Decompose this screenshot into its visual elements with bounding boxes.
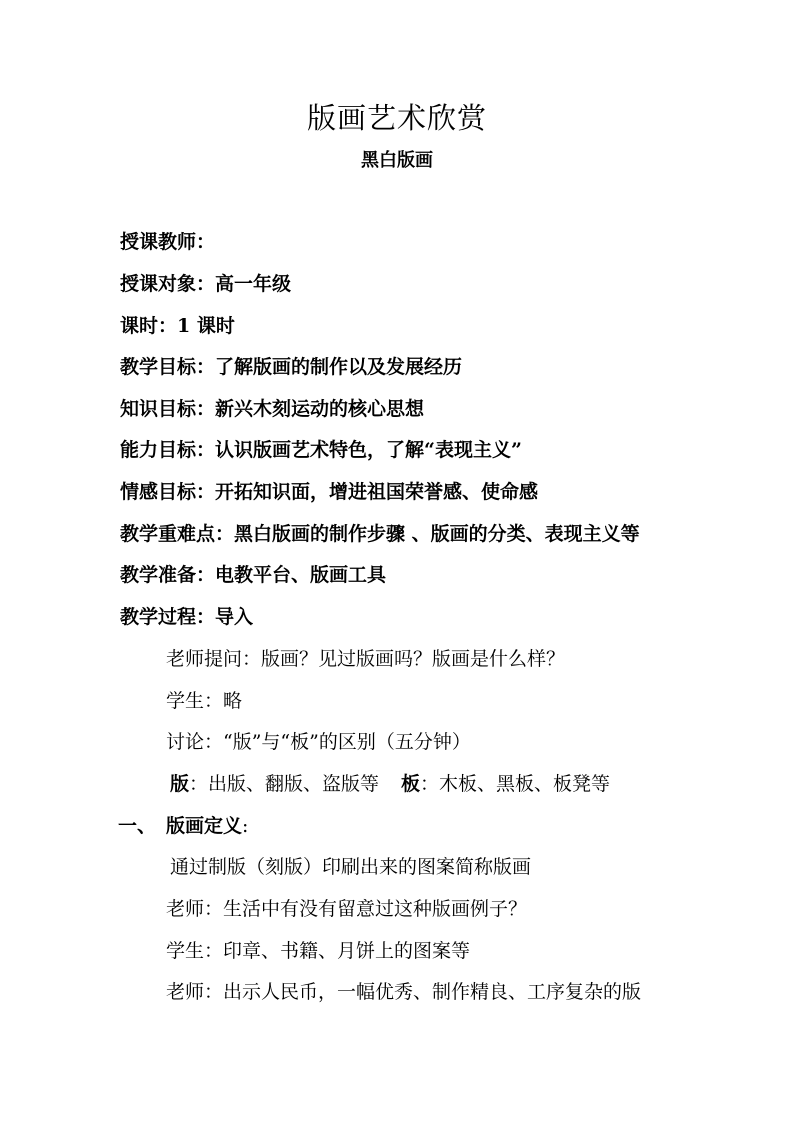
document-subtitle: 黑白版画 bbox=[361, 150, 433, 171]
ban2-label: 板 bbox=[401, 773, 421, 795]
field-emotion-goal bbox=[120, 479, 538, 505]
field-knowledge-goal bbox=[120, 396, 424, 422]
section-teacher-example: 老师：出示人民币，一幅优秀、制作精良、工序复杂的版 bbox=[166, 981, 642, 1003]
field-label: 教学过程： bbox=[120, 606, 216, 628]
field-value: 开拓知识面，增进祖国荣誉感、使命感 bbox=[215, 481, 539, 503]
field-label: 教学目标： bbox=[120, 356, 216, 378]
ban2-text: ：木板、黑板、板凳等 bbox=[420, 773, 611, 795]
field-label: 知识目标： bbox=[120, 398, 216, 420]
section-number: 一、 bbox=[118, 815, 157, 837]
field-teacher bbox=[120, 229, 215, 255]
intro-discussion: 讨论：“版”与“板”的区别（五分钟） bbox=[166, 731, 471, 753]
field-key-difficulties bbox=[120, 521, 640, 547]
ban1-label: 版 bbox=[170, 773, 190, 795]
section-heading bbox=[166, 813, 248, 839]
document-title: 版画艺术欣赏 bbox=[306, 101, 487, 135]
field-audience bbox=[120, 271, 291, 297]
field-value: 认识版画艺术特色，了解“表现主义” bbox=[215, 439, 522, 461]
field-teaching-goal bbox=[120, 354, 462, 380]
field-label: 能力目标： bbox=[120, 439, 216, 461]
field-label: 授课教师： bbox=[120, 231, 216, 253]
section-title: 版画定义 bbox=[166, 815, 243, 837]
field-value: 了解版画的制作以及发展经历 bbox=[215, 356, 463, 378]
field-label: 教学准备： bbox=[120, 564, 216, 586]
field-value: 高一年级 bbox=[215, 273, 292, 295]
field-value: 导入 bbox=[215, 606, 254, 628]
field-label: 授课对象： bbox=[120, 273, 216, 295]
intro-student: 学生：略 bbox=[166, 690, 243, 712]
section-student-answer: 学生：印章、书籍、月饼上的图案等 bbox=[166, 940, 471, 962]
ban1-text: ：出版、翻版、盗版等 bbox=[189, 773, 380, 795]
field-label: 教学重难点： bbox=[120, 523, 235, 545]
section-teacher-question: 老师：生活中有没有留意过这种版画例子？ bbox=[166, 898, 528, 920]
intro-question: 老师提问：版画？见过版画吗？版画是什么样？ bbox=[166, 648, 566, 670]
field-value: 1 课时 bbox=[177, 315, 235, 337]
field-value: 新兴木刻运动的核心思想 bbox=[215, 398, 425, 420]
field-value: 电教平台、版画工具 bbox=[215, 564, 387, 586]
intro-ban-comparison bbox=[170, 771, 610, 797]
field-value: 黑白版画的制作步骤 、版画的分类、表现主义等 bbox=[234, 523, 640, 545]
field-preparation bbox=[120, 562, 386, 588]
section-definition: 通过制版（刻版）印刷出来的图案简称版画 bbox=[170, 856, 532, 878]
field-label: 课时： bbox=[120, 315, 178, 337]
field-label: 情感目标： bbox=[120, 481, 216, 503]
field-process bbox=[120, 604, 253, 630]
field-duration bbox=[120, 313, 235, 339]
field-ability-goal bbox=[120, 437, 522, 463]
section-colon: : bbox=[242, 815, 249, 837]
